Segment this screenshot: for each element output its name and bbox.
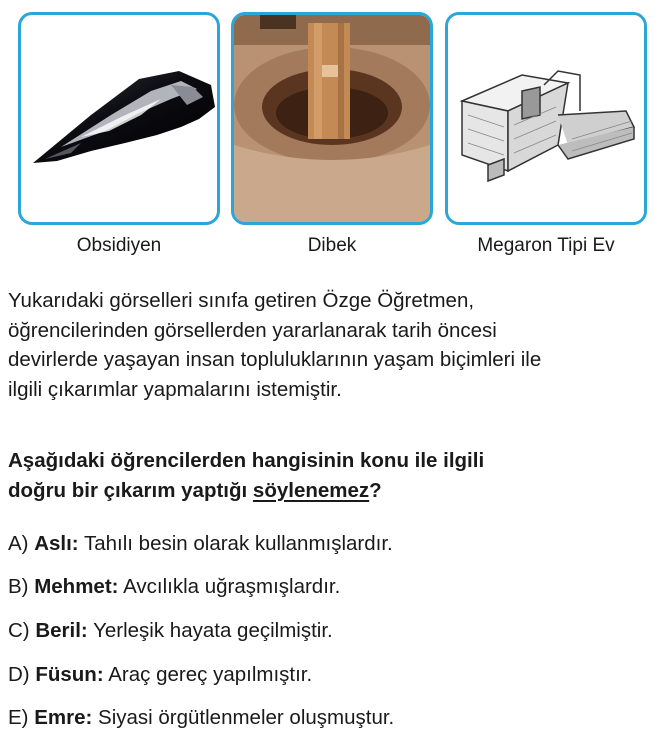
image-frame-obsidian (18, 12, 220, 225)
image-frame-dibek (231, 12, 433, 225)
option-letter: A) (8, 532, 29, 555)
stone-mortar-icon (234, 15, 430, 222)
option-letter: B) (8, 575, 29, 598)
intro-line-4: ilgili çıkarımlar yapmalarını istemiştir. (8, 377, 342, 401)
option-name: Beril: (35, 619, 88, 642)
option-text: Araç gereç yapılmıştır. (108, 663, 313, 686)
option-text: Yerleşik hayata geçilmiştir. (93, 619, 333, 642)
option-letter: C) (8, 619, 30, 642)
intro-line-2: öğrencilerinden görsellerden yararlanarak tarih öncesi (8, 318, 497, 342)
option-a[interactable] (8, 532, 393, 556)
obsidian-stone-icon (21, 15, 217, 222)
caption-megaron: Megaron Tipi Ev (477, 235, 615, 256)
question-mark: ? (369, 479, 382, 502)
question-line-1: Aşağıdaki öğrencilerden hangisinin konu ile ilgili (8, 449, 485, 472)
intro-paragraph (8, 286, 648, 404)
question-keyword: söylenemez (252, 479, 370, 502)
question-line-2-text: doğru bir çıkarım yaptığı (8, 479, 253, 502)
intro-line-1: Yukarıdaki görselleri sınıfa getiren Özge Öğretmen, (8, 289, 475, 312)
question-line-2 (8, 476, 648, 506)
option-text: Avcılıkla uğraşmışlardır. (123, 575, 341, 598)
option-c[interactable] (8, 619, 333, 643)
option-letter: D) (8, 663, 30, 686)
question-stem (8, 446, 648, 506)
caption-dibek: Dibek (307, 235, 357, 256)
megaron-house-icon (448, 15, 644, 222)
image-frame-megaron (445, 12, 647, 225)
option-b[interactable] (8, 575, 340, 599)
option-text: Tahılı besin olarak kullanmışlardır. (83, 532, 393, 555)
option-name: Emre: (34, 706, 93, 729)
option-name: Aslı: (34, 532, 79, 555)
option-name: Füsun: (35, 663, 104, 686)
option-d[interactable] (8, 663, 312, 687)
option-letter: E) (8, 706, 29, 729)
option-name: Mehmet: (34, 575, 119, 598)
option-text: Siyasi örgütlenmeler oluşmuştur. (98, 706, 395, 729)
intro-line-3: devirlerde yaşayan insan topluluklarının yaşam biçimleri ile (8, 348, 542, 371)
option-e[interactable] (8, 706, 394, 730)
caption-obsidiyen: Obsidiyen (76, 235, 162, 256)
